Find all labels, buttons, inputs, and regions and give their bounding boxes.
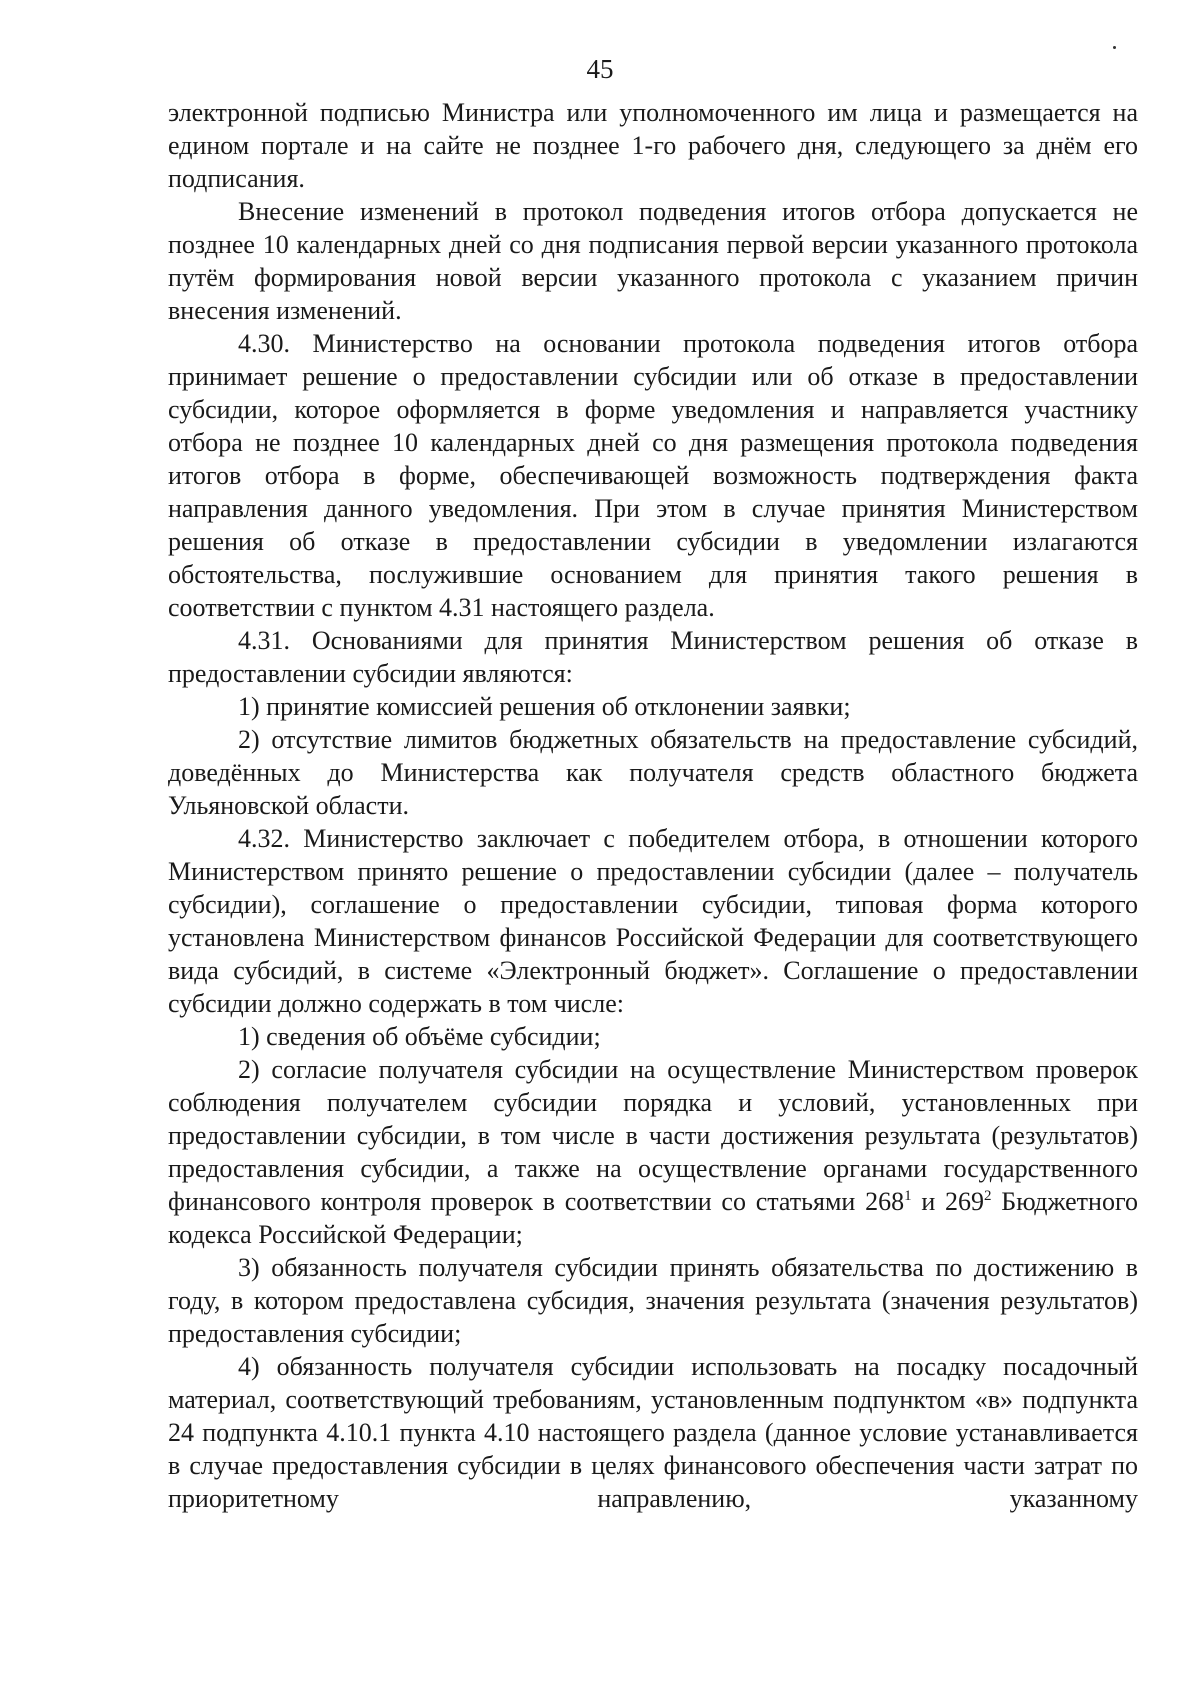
- paragraph-signature-continuation: электронной подписью Министра или уполномоченного им лица и размещается на едином портале и на сайте не позднее 1-го рабочего дня, следующего за днём его подписания.: [168, 98, 1138, 193]
- list-item-4-31-1: 1) принятие комиссией решения об отклонении заявки;: [238, 692, 851, 721]
- scan-speck: [1113, 46, 1116, 49]
- budget-code-reference: со статьями $268^1$ и $269^2$ Бюджетного кодекса Российской Федерации;: [168, 1187, 1138, 1249]
- list-item-4-32-2: [168, 1053, 1138, 1251]
- list-item-4-32-4: 4) обязанность получателя субсидии использовать на посадку посадочный материал, соответствующий требованиям, установленным подпунктом «в» подпункта 24 подпункта 4.10.1 пункта 4.10 настоящего раздела (данное условие устанавливается в случае предоставления субсидии в целях финансового обеспечения части затрат по приоритетному направлению, указанному: [168, 1352, 1138, 1513]
- paragraph-4-32: 4.32. Министерство заключает с победителем отбора, в отношении которого Министерством принято решение о предоставлении субсидии (далее – получатель субсидии), соглашение о предоставлении субсидии, типовая форма которого установлена Министерством финансов Российской Федерации для соответствующего вида субсидий, в системе «Электронный бюджет». Соглашение о предоставлении субсидии должно содержать в том числе:: [168, 824, 1138, 1018]
- list-item-4-32-3: 3) обязанность получателя субсидии принять обязательства по достижению в году, в котором предоставлена субсидия, значения результата (значения результатов) предоставления субсидии;: [168, 1253, 1138, 1348]
- list-item-4-32-2-main: 2) согласие получателя субсидии на осуществление Министерством проверок соблюдения получателем субсидии порядка и условий, установленных при предоставлении субсидии, в том числе в части достижения результата (результатов) предоставления субсидии, а также на осуществление органами государственного финансового контроля проверок в соответствии: [168, 1055, 1138, 1216]
- paragraph-protocol-changes: Внесение изменений в протокол подведения итогов отбора допускается не позднее 10 календарных дней со дня подписания первой версии указанного протокола путём формирования новой версии указанного протокола с указанием причин внесения изменений.: [168, 197, 1138, 325]
- paragraph-4-31: 4.31. Основаниями для принятия Министерством решения об отказе в предоставлении субсидии являются:: [168, 626, 1138, 688]
- paragraph-4-30: 4.30. Министерство на основании протокола подведения итогов отбора принимает решение о предоставлении субсидии или об отказе в предоставлении субсидии, которое оформляется в форме уведомления и направляется участнику отбора не позднее 10 календарных дней со дня размещения протокола подведения итогов отбора в форме, обеспечивающей возможность подтверждения факта направления данного уведомления. При этом в случае принятия Министерством решения об отказе в предоставлении субсидии в уведомлении излагаются обстоятельства, послужившие основанием для принятия такого решения в соответствии с пунктом 4.31 настоящего раздела.: [168, 329, 1138, 622]
- superscript-2: 2: [984, 1188, 992, 1204]
- page-number: 45: [586, 54, 614, 84]
- superscript-1: 1: [904, 1188, 912, 1204]
- list-item-4-31-2: 2) отсутствие лимитов бюджетных обязательств на предоставление субсидий, доведённых до Министерства как получателя средств областного бюджета Ульяновской области.: [168, 725, 1138, 820]
- document-body: [168, 96, 1138, 1515]
- list-item-4-32-1: 1) сведения об объёме субсидии;: [238, 1022, 601, 1051]
